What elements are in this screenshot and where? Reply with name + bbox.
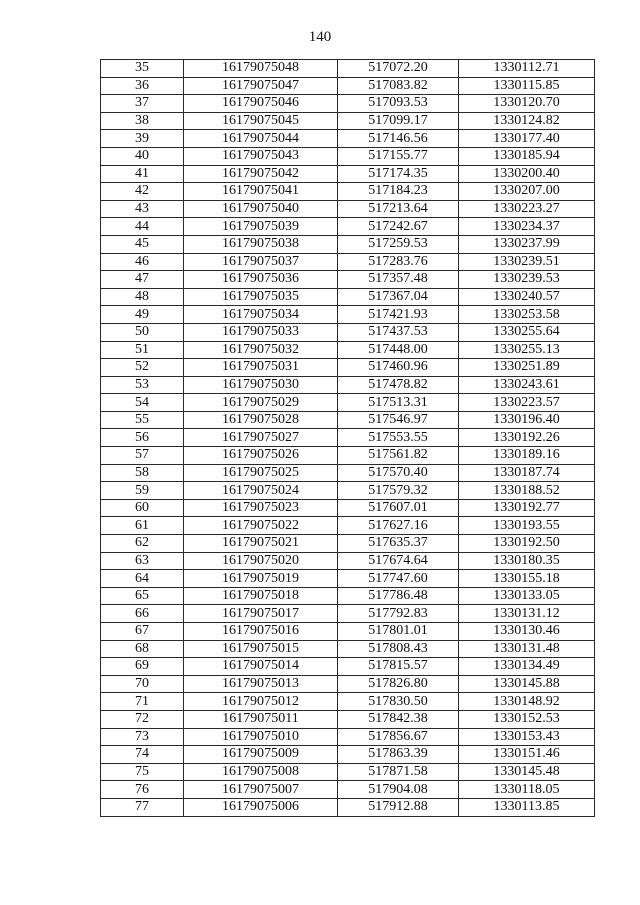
y-coordinate-cell: 1330255.64 (459, 323, 595, 341)
point-number-cell: 53 (101, 376, 184, 394)
y-coordinate-cell: 1330133.05 (459, 587, 595, 605)
table-row (101, 60, 595, 78)
point-number-cell: 74 (101, 746, 184, 764)
y-coordinate-cell: 1330189.16 (459, 447, 595, 465)
point-id-cell: 16179075025 (184, 464, 338, 482)
point-number-cell: 47 (101, 271, 184, 289)
table-row (101, 95, 595, 113)
point-number-cell: 62 (101, 535, 184, 553)
y-coordinate-cell: 1330240.57 (459, 288, 595, 306)
point-number-cell: 61 (101, 517, 184, 535)
x-coordinate-cell: 517155.77 (338, 147, 459, 165)
point-id-cell: 16179075044 (184, 130, 338, 148)
y-coordinate-cell: 1330115.85 (459, 77, 595, 95)
point-number-cell: 59 (101, 482, 184, 500)
table-row (101, 640, 595, 658)
point-id-cell: 16179075040 (184, 200, 338, 218)
x-coordinate-cell: 517174.35 (338, 165, 459, 183)
point-id-cell: 16179075007 (184, 781, 338, 799)
point-number-cell: 49 (101, 306, 184, 324)
x-coordinate-cell: 517830.50 (338, 693, 459, 711)
point-number-cell: 65 (101, 587, 184, 605)
point-number-cell: 45 (101, 235, 184, 253)
point-number-cell: 75 (101, 763, 184, 781)
point-id-cell: 16179075045 (184, 112, 338, 130)
y-coordinate-cell: 1330237.99 (459, 235, 595, 253)
x-coordinate-cell: 517093.53 (338, 95, 459, 113)
page-number: 140 (308, 29, 332, 45)
point-number-cell: 36 (101, 77, 184, 95)
point-id-cell: 16179075048 (184, 60, 338, 78)
y-coordinate-cell: 1330118.05 (459, 781, 595, 799)
x-coordinate-cell: 517184.23 (338, 183, 459, 201)
point-number-cell: 71 (101, 693, 184, 711)
point-number-cell: 50 (101, 323, 184, 341)
y-coordinate-cell: 1330200.40 (459, 165, 595, 183)
y-coordinate-cell: 1330131.48 (459, 640, 595, 658)
x-coordinate-cell: 517437.53 (338, 323, 459, 341)
y-coordinate-cell: 1330180.35 (459, 552, 595, 570)
point-id-cell: 16179075021 (184, 535, 338, 553)
table-row (101, 535, 595, 553)
point-number-cell: 58 (101, 464, 184, 482)
point-id-cell: 16179075010 (184, 728, 338, 746)
point-number-cell: 52 (101, 359, 184, 377)
table-row (101, 763, 595, 781)
x-coordinate-cell: 517460.96 (338, 359, 459, 377)
point-number-cell: 76 (101, 781, 184, 799)
y-coordinate-cell: 1330130.46 (459, 623, 595, 641)
point-id-cell: 16179075042 (184, 165, 338, 183)
point-number-cell: 38 (101, 112, 184, 130)
table-row (101, 675, 595, 693)
point-id-cell: 16179075011 (184, 710, 338, 728)
table-row (101, 587, 595, 605)
point-number-cell: 56 (101, 429, 184, 447)
point-id-cell: 16179075037 (184, 253, 338, 271)
point-id-cell: 16179075028 (184, 411, 338, 429)
y-coordinate-cell: 1330239.53 (459, 271, 595, 289)
y-coordinate-cell: 1330223.27 (459, 200, 595, 218)
point-id-cell: 16179075031 (184, 359, 338, 377)
point-id-cell: 16179075033 (184, 323, 338, 341)
point-number-cell: 39 (101, 130, 184, 148)
x-coordinate-cell: 517099.17 (338, 112, 459, 130)
point-id-cell: 16179075012 (184, 693, 338, 711)
x-coordinate-cell: 517747.60 (338, 570, 459, 588)
point-number-cell: 73 (101, 728, 184, 746)
point-number-cell: 43 (101, 200, 184, 218)
table-row (101, 781, 595, 799)
x-coordinate-cell: 517478.82 (338, 376, 459, 394)
x-coordinate-cell: 517792.83 (338, 605, 459, 623)
y-coordinate-cell: 1330193.55 (459, 517, 595, 535)
table-row (101, 499, 595, 517)
point-number-cell: 72 (101, 710, 184, 728)
point-number-cell: 67 (101, 623, 184, 641)
table-row (101, 605, 595, 623)
point-number-cell: 68 (101, 640, 184, 658)
x-coordinate-cell: 517863.39 (338, 746, 459, 764)
table-row (101, 623, 595, 641)
table-row (101, 710, 595, 728)
y-coordinate-cell: 1330239.51 (459, 253, 595, 271)
x-coordinate-cell: 517421.93 (338, 306, 459, 324)
point-id-cell: 16179075034 (184, 306, 338, 324)
point-id-cell: 16179075015 (184, 640, 338, 658)
x-coordinate-cell: 517553.55 (338, 429, 459, 447)
table-row (101, 235, 595, 253)
table-row (101, 411, 595, 429)
point-id-cell: 16179075046 (184, 95, 338, 113)
point-number-cell: 57 (101, 447, 184, 465)
table-row (101, 77, 595, 95)
point-number-cell: 46 (101, 253, 184, 271)
point-number-cell: 40 (101, 147, 184, 165)
y-coordinate-cell: 1330120.70 (459, 95, 595, 113)
y-coordinate-cell: 1330234.37 (459, 218, 595, 236)
y-coordinate-cell: 1330112.71 (459, 60, 595, 78)
x-coordinate-cell: 517083.82 (338, 77, 459, 95)
y-coordinate-cell: 1330145.48 (459, 763, 595, 781)
point-number-cell: 42 (101, 183, 184, 201)
table-row (101, 288, 595, 306)
y-coordinate-cell: 1330131.12 (459, 605, 595, 623)
table-row (101, 218, 595, 236)
x-coordinate-cell: 517801.01 (338, 623, 459, 641)
y-coordinate-cell: 1330192.26 (459, 429, 595, 447)
x-coordinate-cell: 517826.80 (338, 675, 459, 693)
y-coordinate-cell: 1330251.89 (459, 359, 595, 377)
y-coordinate-cell: 1330188.52 (459, 482, 595, 500)
point-id-cell: 16179075035 (184, 288, 338, 306)
table-row (101, 306, 595, 324)
point-number-cell: 63 (101, 552, 184, 570)
point-id-cell: 16179075017 (184, 605, 338, 623)
coordinates-table-body (101, 60, 595, 817)
point-id-cell: 16179075008 (184, 763, 338, 781)
y-coordinate-cell: 1330148.92 (459, 693, 595, 711)
point-number-cell: 77 (101, 798, 184, 816)
point-id-cell: 16179075019 (184, 570, 338, 588)
point-number-cell: 35 (101, 60, 184, 78)
point-id-cell: 16179075023 (184, 499, 338, 517)
x-coordinate-cell: 517579.32 (338, 482, 459, 500)
point-number-cell: 55 (101, 411, 184, 429)
point-number-cell: 54 (101, 394, 184, 412)
y-coordinate-cell: 1330196.40 (459, 411, 595, 429)
point-id-cell: 16179075038 (184, 235, 338, 253)
point-number-cell: 69 (101, 658, 184, 676)
table-row (101, 359, 595, 377)
x-coordinate-cell: 517912.88 (338, 798, 459, 816)
table-row (101, 165, 595, 183)
table-row (101, 798, 595, 816)
x-coordinate-cell: 517627.16 (338, 517, 459, 535)
y-coordinate-cell: 1330243.61 (459, 376, 595, 394)
table-row (101, 517, 595, 535)
table-row (101, 147, 595, 165)
table-row (101, 658, 595, 676)
table-row (101, 728, 595, 746)
table-row (101, 570, 595, 588)
y-coordinate-cell: 1330113.85 (459, 798, 595, 816)
table-row (101, 552, 595, 570)
point-id-cell: 16179075032 (184, 341, 338, 359)
x-coordinate-cell: 517607.01 (338, 499, 459, 517)
table-row (101, 253, 595, 271)
point-id-cell: 16179075006 (184, 798, 338, 816)
x-coordinate-cell: 517213.64 (338, 200, 459, 218)
point-id-cell: 16179075036 (184, 271, 338, 289)
x-coordinate-cell: 517546.97 (338, 411, 459, 429)
point-number-cell: 44 (101, 218, 184, 236)
point-id-cell: 16179075014 (184, 658, 338, 676)
y-coordinate-cell: 1330145.88 (459, 675, 595, 693)
y-coordinate-cell: 1330151.46 (459, 746, 595, 764)
point-id-cell: 16179075013 (184, 675, 338, 693)
x-coordinate-cell: 517856.67 (338, 728, 459, 746)
table-row (101, 447, 595, 465)
point-number-cell: 60 (101, 499, 184, 517)
x-coordinate-cell: 517570.40 (338, 464, 459, 482)
y-coordinate-cell: 1330134.49 (459, 658, 595, 676)
point-id-cell: 16179075027 (184, 429, 338, 447)
table-row (101, 464, 595, 482)
table-row (101, 429, 595, 447)
table-row (101, 746, 595, 764)
x-coordinate-cell: 517674.64 (338, 552, 459, 570)
point-number-cell: 48 (101, 288, 184, 306)
point-id-cell: 16179075009 (184, 746, 338, 764)
table-row (101, 323, 595, 341)
y-coordinate-cell: 1330192.50 (459, 535, 595, 553)
table-row (101, 376, 595, 394)
coordinates-table (100, 59, 595, 817)
x-coordinate-cell: 517635.37 (338, 535, 459, 553)
point-number-cell: 70 (101, 675, 184, 693)
x-coordinate-cell: 517146.56 (338, 130, 459, 148)
point-id-cell: 16179075030 (184, 376, 338, 394)
point-id-cell: 16179075020 (184, 552, 338, 570)
point-id-cell: 16179075018 (184, 587, 338, 605)
x-coordinate-cell: 517871.58 (338, 763, 459, 781)
x-coordinate-cell: 517283.76 (338, 253, 459, 271)
table-row (101, 130, 595, 148)
y-coordinate-cell: 1330155.18 (459, 570, 595, 588)
x-coordinate-cell: 517367.04 (338, 288, 459, 306)
point-id-cell: 16179075039 (184, 218, 338, 236)
x-coordinate-cell: 517904.08 (338, 781, 459, 799)
point-number-cell: 64 (101, 570, 184, 588)
x-coordinate-cell: 517561.82 (338, 447, 459, 465)
point-id-cell: 16179075047 (184, 77, 338, 95)
y-coordinate-cell: 1330124.82 (459, 112, 595, 130)
x-coordinate-cell: 517513.31 (338, 394, 459, 412)
y-coordinate-cell: 1330153.43 (459, 728, 595, 746)
x-coordinate-cell: 517448.00 (338, 341, 459, 359)
point-id-cell: 16179075022 (184, 517, 338, 535)
table-row (101, 341, 595, 359)
table-row (101, 482, 595, 500)
point-id-cell: 16179075026 (184, 447, 338, 465)
x-coordinate-cell: 517072.20 (338, 60, 459, 78)
table-row (101, 394, 595, 412)
y-coordinate-cell: 1330187.74 (459, 464, 595, 482)
x-coordinate-cell: 517815.57 (338, 658, 459, 676)
table-row (101, 693, 595, 711)
point-id-cell: 16179075016 (184, 623, 338, 641)
y-coordinate-cell: 1330223.57 (459, 394, 595, 412)
point-number-cell: 37 (101, 95, 184, 113)
y-coordinate-cell: 1330192.77 (459, 499, 595, 517)
point-id-cell: 16179075029 (184, 394, 338, 412)
y-coordinate-cell: 1330255.13 (459, 341, 595, 359)
point-number-cell: 51 (101, 341, 184, 359)
point-id-cell: 16179075024 (184, 482, 338, 500)
x-coordinate-cell: 517786.48 (338, 587, 459, 605)
point-number-cell: 66 (101, 605, 184, 623)
x-coordinate-cell: 517808.43 (338, 640, 459, 658)
y-coordinate-cell: 1330177.40 (459, 130, 595, 148)
x-coordinate-cell: 517842.38 (338, 710, 459, 728)
table-row (101, 183, 595, 201)
table-row (101, 271, 595, 289)
table-row (101, 200, 595, 218)
point-id-cell: 16179075043 (184, 147, 338, 165)
point-id-cell: 16179075041 (184, 183, 338, 201)
y-coordinate-cell: 1330152.53 (459, 710, 595, 728)
x-coordinate-cell: 517242.67 (338, 218, 459, 236)
y-coordinate-cell: 1330207.00 (459, 183, 595, 201)
x-coordinate-cell: 517357.48 (338, 271, 459, 289)
x-coordinate-cell: 517259.53 (338, 235, 459, 253)
table-row (101, 112, 595, 130)
y-coordinate-cell: 1330185.94 (459, 147, 595, 165)
point-number-cell: 41 (101, 165, 184, 183)
y-coordinate-cell: 1330253.58 (459, 306, 595, 324)
